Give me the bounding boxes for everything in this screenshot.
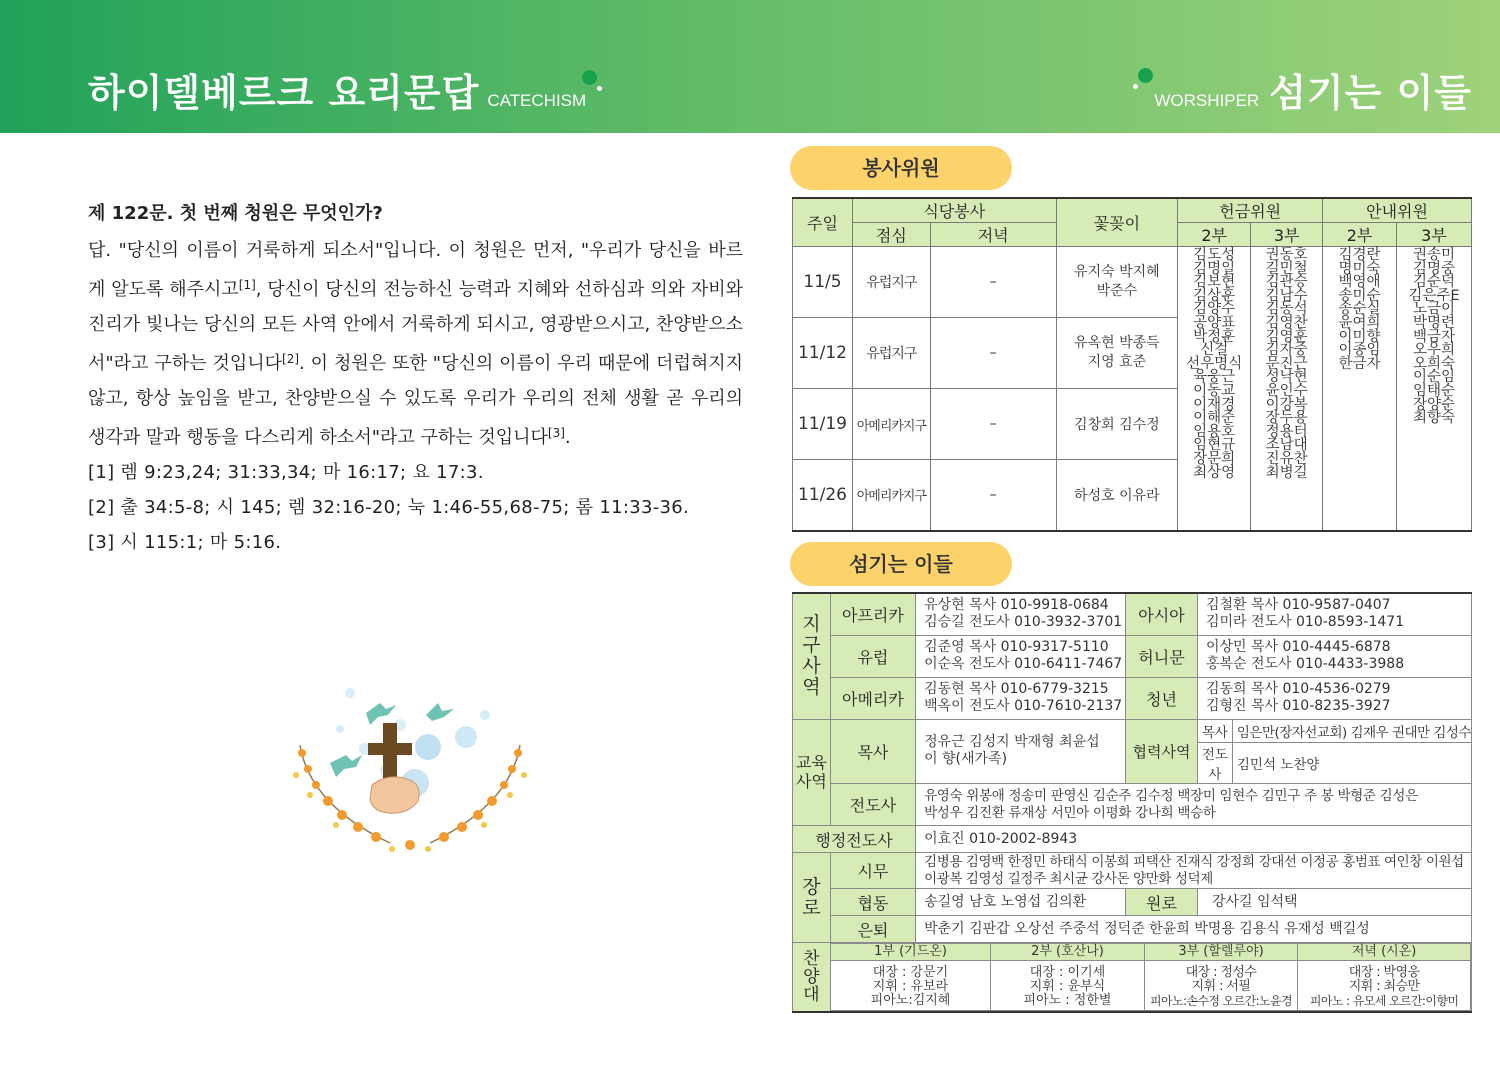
section-pill-worshipers: 섬기는 이들 [790,542,1012,586]
date-cell: 11/5 [793,247,853,318]
volunteer-name: 박정훈 [1193,328,1236,345]
flowers-cell: 하성호 이유라 [1056,460,1178,531]
volunteer-name: 이미향 [1338,328,1381,345]
choir-line: 대장 : 박영웅 [1348,964,1420,980]
volunteer-name: 김명중 [1412,260,1456,277]
white-dot-icon [597,86,602,91]
flowers-cell: 김창회 김수정 [1056,389,1178,460]
volunteer-name: 진유찬 [1265,450,1308,467]
volunteer-name: 김은주E [1408,287,1460,304]
dinner-cell: – [930,318,1056,389]
volunteer-table [792,197,1472,532]
volunteer-name: 이해준 [1193,410,1236,427]
choir-name: 3부 (할렐루야) [1144,944,1298,961]
pastor-label: 목사 [830,719,915,784]
asia-contacts [1197,593,1471,635]
table-row [793,719,1472,784]
choir-line: 지휘 : 최승만 [1348,978,1420,994]
district-label: 지 구 사 역 [793,593,831,719]
names-line: 이광복 김영성 길정주 최시균 강사돈 양만화 성덕제 [924,870,1213,887]
choir-table [831,943,1471,1011]
africa-contacts [916,593,1126,635]
choir-cell [830,943,1471,1013]
white-dot-icon [1133,84,1138,89]
volunteer-name: 권송미 [1412,247,1456,263]
volunteer-name: 육웅근 [1193,369,1236,386]
volunteer-name: 권동호 [1265,247,1308,263]
volunteer-name: 길민철 [1265,260,1308,277]
volunteer-name: 윤여희 [1338,314,1381,331]
catechism-subtitle: CATECHISM [487,91,587,110]
green-dot-icon [582,70,597,85]
catechism-header [88,62,586,117]
africa-label: 아프리카 [830,593,915,635]
volunteer-name: 김상훈 [1193,287,1236,304]
choir-staff [831,961,991,1011]
admin-label: 행정전도사 [793,826,916,853]
green-dot-icon [1138,68,1153,83]
america-contacts [916,677,1126,719]
youth-contacts [1197,677,1471,719]
volunteer-name: 백영애 [1338,274,1381,291]
emeritus-elder-names: 강사길 임석택 [1197,889,1471,916]
volunteer-name: 오희숙 [1412,355,1456,372]
volunteer-name: 김순덕 [1412,274,1456,291]
evangelist-names [916,784,1472,826]
volunteer-name: 김자중 [1265,342,1308,359]
header-dinner: 저녁 [930,223,1056,247]
choir-name: 1부 (기드온) [831,944,991,961]
answer-paragraph [88,233,743,455]
guide-2-names [1323,247,1397,531]
dinner-cell: – [930,460,1056,531]
volunteer-name: 공양표 [1193,314,1236,331]
choir-line: 지휘 : 서필 [1191,978,1251,994]
asia-label: 아시아 [1126,593,1198,635]
volunteer-name: 정용터 [1265,423,1308,440]
choir-line: 대장 : 강문기 [872,964,949,980]
education-label: 교육 사역 [793,719,831,826]
volunteer-name: 박명련 [1412,314,1456,331]
contact-line: 김준영 목사 010-9317-5110 [924,639,1109,655]
volunteer-name: 오우희 [1412,342,1456,359]
header-offering-3: 3부 [1251,223,1323,247]
volunteer-name: 이강복 [1265,396,1308,413]
america-label: 아메리카 [830,677,915,719]
header-flowers: 꽃꽂이 [1056,198,1178,247]
flowers-cell: 유지숙 박지혜 박준수 [1056,247,1178,318]
header-cafeteria: 식당봉사 [852,198,1056,223]
names-line: 박성우 김진환 류재상 서민아 이평화 강나희 백승하 [924,804,1216,821]
choir-staff [991,961,1145,1011]
coop-evangelist-names: 김민석 노찬양 [1236,757,1320,773]
reference-line: [1] 렘 9:23,24; 31:33,34; 마 16:17; 요 17:3. [88,462,484,483]
lunch-cell: 아메리카지구 [852,460,930,531]
associate-elder-names: 송길영 남호 노영섭 김의환 [916,889,1126,916]
volunteer-name: 이재경 [1193,396,1236,413]
header-offering: 헌금위원 [1178,198,1323,223]
contact-line: 유상현 목사 010-9918-0684 [924,597,1109,614]
date-cell: 11/12 [793,318,853,389]
contact-line: 홍복순 전도사 010-4433-3988 [1205,656,1405,672]
volunteer-name: 최상영 [1193,464,1236,481]
volunteer-name: 노금이 [1412,301,1456,318]
lunch-cell: 유럽지구 [852,247,930,318]
choir-staff [1298,961,1471,1011]
coop-pastor-label: 목사 [1198,720,1232,743]
choir-line: 피아노 : 유모세 오르간:이향미 [1309,993,1459,1008]
youth-label: 청년 [1126,677,1198,719]
volunteer-name: 한금자 [1338,355,1381,372]
choir-line: 대장 : 정성수 [1185,964,1257,980]
volunteer-name: 성낙현 [1265,369,1308,386]
volunteer-name: 송미순 [1338,287,1381,304]
volunteer-name: 김영훈 [1265,328,1308,345]
header-week: 주일 [793,198,853,247]
volunteer-name: 조남대 [1265,437,1308,454]
choir-label: 찬 양 대 [793,943,831,1013]
volunteer-name: 장문희 [1193,450,1236,467]
cross-doves-illustration [280,685,540,860]
worshiper-subtitle: WORSHIPER [1154,91,1260,110]
names-line: 정유근 김성지 박재형 최윤섭 [924,734,1100,751]
names-line: 이 향(새가족) [924,751,1008,768]
volunteer-name: 김남수 [1265,287,1308,304]
lunch-cell: 유럽지구 [852,318,930,389]
table-row [793,593,1472,635]
header-lunch: 점심 [852,223,930,247]
choir-line: 피아노:김지혜 [870,992,951,1008]
contact-line: 김철환 목사 010-9587-0407 [1205,597,1391,614]
worshiper-title: 섬기는 이들 [1269,71,1472,115]
section-pill-volunteers: 봉사위원 [790,146,1012,190]
volunteer-name: 이동교 [1193,382,1236,399]
table-row [793,916,1472,943]
elder-label: 장 로 [793,853,831,943]
coop-label: 협력사역 [1126,719,1198,784]
contact-line: 김미라 전도사 010-8593-1471 [1205,614,1405,631]
choir-line: 대장 : 이기세 [1029,964,1106,980]
volunteer-name: 최병길 [1265,464,1308,481]
volunteer-name: 김영찬 [1265,314,1308,331]
answer-end: . [564,427,571,448]
footnote-marker: [2] [282,352,300,366]
volunteer-name: 신걸 [1200,342,1229,359]
footnote-marker: [3] [547,426,565,440]
table-row [793,943,1472,1013]
evangelist-label: 전도사 [830,784,915,826]
catechism-body [88,196,743,560]
volunteer-name: 김도성 [1193,247,1236,263]
europe-contacts [916,635,1126,677]
volunteer-name: 장양순 [1412,396,1456,413]
choir-line: 지휘 : 유보라 [872,978,949,994]
worshiper-table [792,592,1472,1013]
contact-line: 이상민 목사 010-4445-6878 [1205,639,1391,655]
table-row [793,853,1472,889]
catechism-title: 하이델베르크 요리문답 [88,71,480,115]
choir-staff [1144,961,1298,1011]
answer-text: . 이 청원은 또한 "당신의 이름이 우리 때문에 더럽혀지지 않고, 항상 높임을 받고, 찬양받으실 수 있도록 우리가 우리의 전체 생활 곧 우리의 생각과 말과 행동을 다스리게 하소서"라고 구하는 것입니다 [88,353,744,448]
volunteer-name: 김양수 [1193,301,1236,318]
volunteer-name: 임용호 [1193,423,1236,440]
table-row [793,784,1472,826]
choir-line: 지휘 : 윤부식 [1029,978,1106,994]
table-row [793,677,1472,719]
volunteer-name: 김관승 [1265,274,1308,291]
volunteer-name: 김보현 [1193,274,1236,291]
flowers-cell: 유옥현 박종득 지영 효준 [1056,318,1178,389]
contact-line: 김동현 목사 010-6779-3215 [924,681,1109,697]
europe-label: 유럽 [830,635,915,677]
volunteer-name: 이순임 [1412,369,1456,386]
worshiper-header [1154,62,1472,117]
question-title: 제 122문. 첫 번째 청원은 무엇인가? [88,203,383,224]
volunteer-name: 명미숙 [1338,260,1381,277]
choir-line: 피아노:손수정 오르간:노윤경 [1149,993,1292,1008]
admin-value: 이효진 010-2002-8943 [916,826,1472,853]
hanoi-contacts [1197,635,1471,677]
hands-icon [370,777,419,813]
choir-name: 2부 (호산나) [991,944,1145,961]
table-row [793,247,1472,318]
hanoi-label: 허니문 [1126,635,1198,677]
contact-line: 김형진 목사 010-8235-3927 [1205,698,1391,714]
footnote-marker: [1] [238,278,256,292]
volunteer-name: 송순실 [1338,301,1381,318]
retired-elder-names: 박춘기 김판갑 오상선 주중석 정덕준 한윤희 박명용 김용식 유재성 백길성 [916,916,1472,943]
volunteer-name: 윤인수 [1265,382,1308,399]
answer-text: , 당신이 당신의 전능하신 능력과 지혜와 선하심과 의와 자비와 진리가 빛나는 당신의 모든 사역 안에서 거룩하게 되시고, 영광받으시고, 찬양받으소서"라고 구하는 것입니다 [88,279,743,374]
date-cell: 11/26 [793,460,853,531]
table-row [793,889,1472,916]
contact-line: 김승길 전도사 010-3932-3701 [924,614,1123,631]
volunteer-name: 장두용 [1265,410,1308,427]
header-guide-2: 2부 [1323,223,1397,247]
names-line: 유영숙 위봉애 정송미 판영신 김순주 김수정 백장미 임현수 김민구 주 봉 박형준 김성은 [924,787,1418,804]
coop-pastor-names: 임은만(장자선교회) 김재우 권대만 김성수 [1232,720,1471,743]
volunteer-name: 김동석 [1265,301,1308,318]
coop-cell [1197,719,1471,784]
volunteer-name: 임현규 [1193,437,1236,454]
volunteer-name: 임태순 [1412,382,1456,399]
coop-subtable [1198,720,1471,784]
emeritus-elder-label: 원로 [1126,889,1198,916]
contact-line: 김동희 목사 010-4536-0279 [1205,681,1391,697]
answer-text: 답. "당신의 이름이 거룩하게 되소서"입니다. 이 청원은 먼저, "우리가 당신을 바르게 알도록 해주시고 [88,240,743,300]
volunteer-name: 최향숙 [1412,410,1456,427]
guide-3-names [1397,247,1472,531]
volunteer-name: 백금자 [1412,328,1456,345]
offering-2-names [1178,247,1251,531]
contact-line: 백옥이 전도사 010-7610-2137 [924,698,1123,714]
active-elder-label: 시무 [830,853,915,889]
header-band [0,0,1500,133]
dinner-cell: – [930,247,1056,318]
table-row [793,826,1472,853]
volunteer-name: 김명일 [1193,260,1236,277]
watercolor-bubbles [336,688,490,797]
header-guide-3: 3부 [1397,223,1472,247]
active-elder-names [916,853,1472,889]
choir-name: 저녁 (시온) [1298,944,1471,961]
volunteer-name: 이종임 [1338,342,1381,359]
reference-line: [2] 출 34:5-8; 시 145; 렘 32:16-20; 눅 1:46-55,68-75; 롬 11:33-36. [88,497,690,518]
choir-line: 피아노 : 정한별 [1023,992,1112,1008]
names-line: 김병용 김영백 한정민 하태식 이봉희 피택산 진재식 강정희 강대선 이정공 홍범표 여인창 이원섭 [924,853,1464,870]
dinner-cell: – [930,389,1056,460]
offering-3-names [1251,247,1323,531]
volunteer-name: 문진근 [1265,355,1308,372]
lunch-cell: 아메리카지구 [852,389,930,460]
table-row [793,635,1472,677]
pastor-names [916,719,1126,784]
header-offering-2: 2부 [1178,223,1251,247]
reference-line: [3] 시 115:1; 마 5:16. [88,532,282,553]
volunteer-name: 김경란 [1338,247,1381,263]
retired-elder-label: 은퇴 [830,916,915,943]
volunteer-name: 선우명식 [1186,355,1243,372]
contact-line: 이순옥 전도사 010-6411-7467 [924,656,1123,672]
coop-evangelist-label: 전도사 [1198,743,1232,784]
header-guide: 안내위원 [1323,198,1472,223]
date-cell: 11/19 [793,389,853,460]
associate-elder-label: 협동 [830,889,915,916]
